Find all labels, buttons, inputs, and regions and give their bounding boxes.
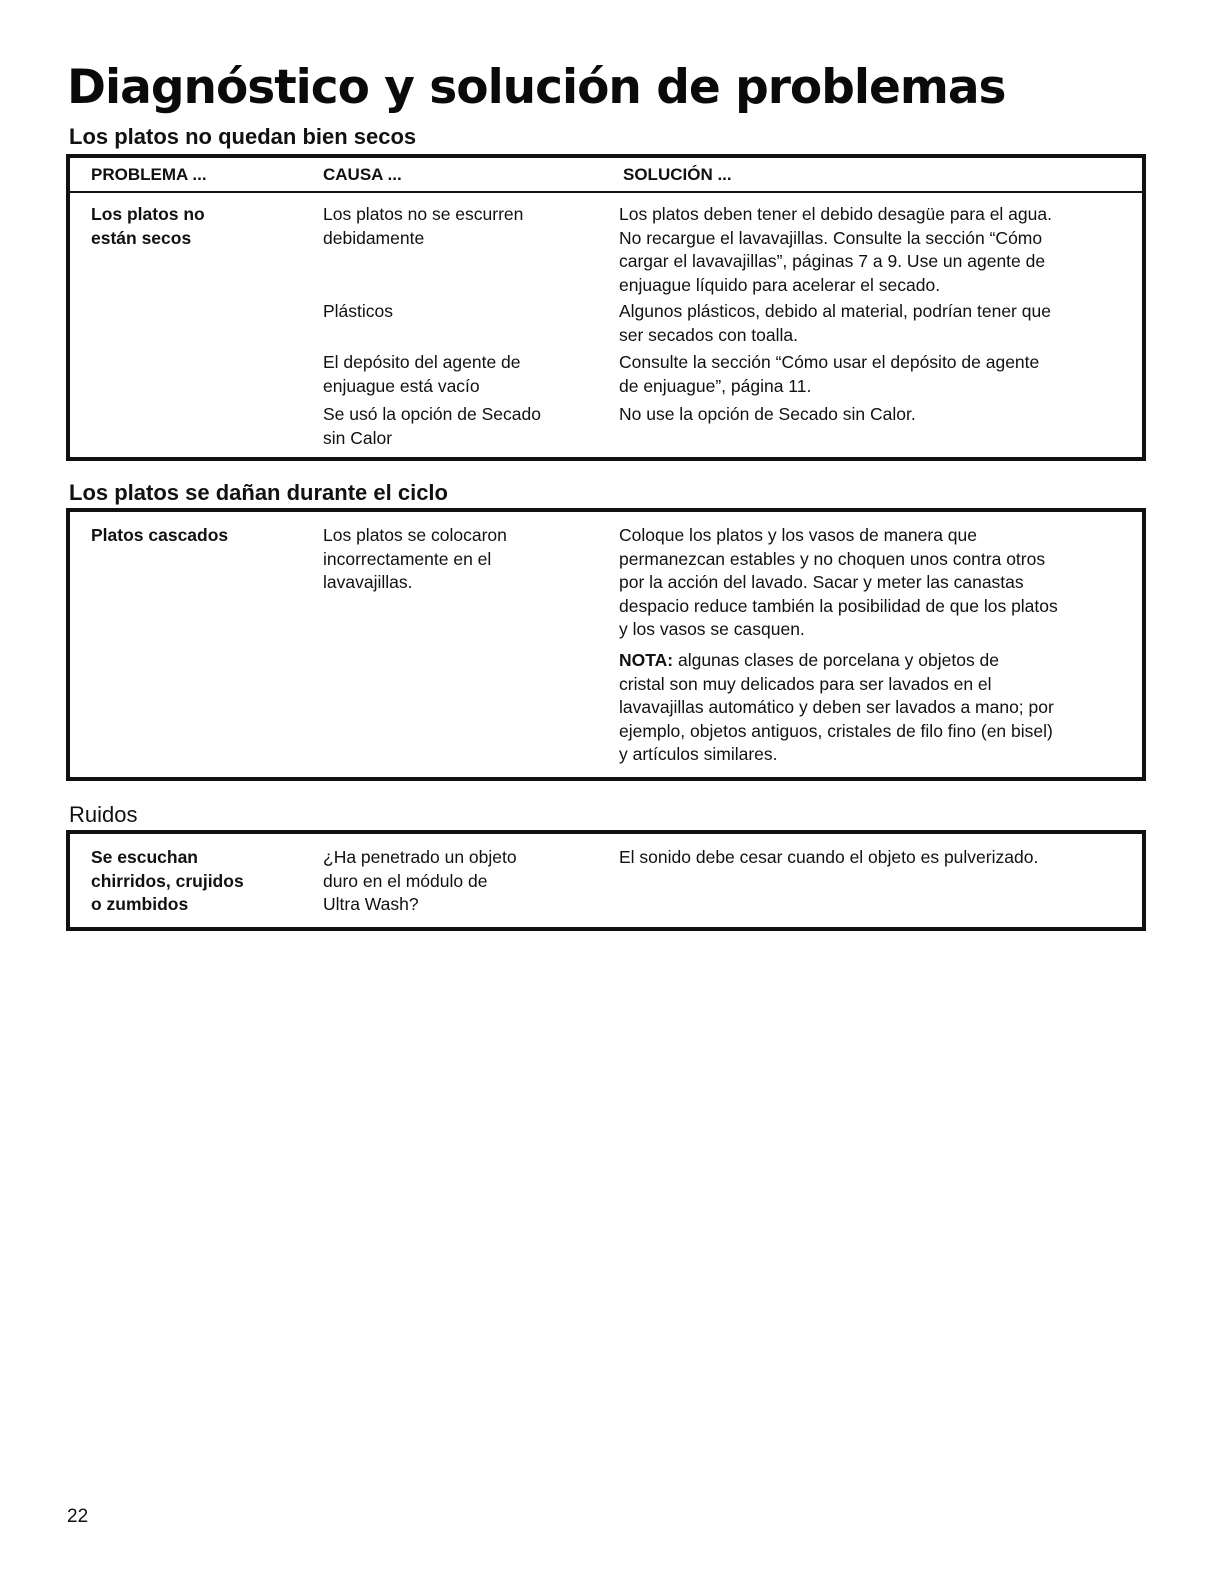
problem-cell: Platos cascados <box>91 525 229 545</box>
table-header <box>70 158 1142 193</box>
cause-cell: Plásticos <box>323 301 394 321</box>
column-header-problem: PROBLEMA ... <box>91 165 207 184</box>
solution-cell: Los platos deben tener el debido desagüe para el agua. No recargue el lavavajillas. Consulte la sección “Cómo cargar el lavavajillas”, páginas 7 a 9. Use un agente de enjuague líquido para acelerar el secado. <box>619 204 1052 295</box>
section-heading-dishes-damaged: Los platos se dañan durante el ciclo <box>69 480 448 505</box>
solution-cell: Consulte la sección “Cómo usar el depósito de agente de enjuague”, página 11. <box>619 352 1040 396</box>
problem-cell: Se escuchan chirridos, crujidos o zumbidos <box>91 847 244 914</box>
cause-cell: ¿Ha penetrado un objeto duro en el módulo de Ultra Wash? <box>323 847 517 914</box>
cause-cell: El depósito del agente de enjuague está vacío <box>323 352 521 396</box>
note-cell <box>619 649 1139 767</box>
solution-cell: Coloque los platos y los vasos de manera que permanezcan estables y no choquen unos contra otros por la acción del lavado. Sacar y meter las canastas despacio reduce también la posibilidad de que los platos y los vasos se casquen. <box>619 525 1058 639</box>
page-number: 22 <box>67 1506 89 1527</box>
section-heading-dishes-not-dry: Los platos no quedan bien secos <box>69 124 417 149</box>
solution-cell: El sonido debe cesar cuando el objeto es pulverizado. <box>619 847 1039 867</box>
solution-cell: No use la opción de Secado sin Calor. <box>619 404 916 424</box>
cause-cell: Se usó la opción de Secado sin Calor <box>323 404 541 448</box>
solution-cell: Algunos plásticos, debido al material, podrían tener que ser secados con toalla. <box>619 301 1051 345</box>
problem-cell: Los platos no están secos <box>91 204 205 248</box>
table-dishes-damaged <box>66 508 1146 781</box>
table-dishes-not-dry <box>66 154 1146 461</box>
section-heading-noises: Ruidos <box>69 802 138 827</box>
note-text: algunas clases de porcelana y objetos de cristal son muy delicados para ser lavados en el lavavajillas automático y deben ser lavados a mano; por ejemplo, objetos antiguos, cristales de filo fino (en bisel) y artículos similares. <box>619 650 1054 764</box>
cause-cell: Los platos no se escurren debidamente <box>323 204 524 248</box>
table-noises <box>66 830 1146 931</box>
column-header-cause: CAUSA ... <box>323 165 402 184</box>
column-header-solution: SOLUCIÓN ... <box>623 165 732 184</box>
cause-cell: Los platos se colocaron incorrectamente en el lavavajillas. <box>323 525 507 592</box>
note-label: NOTA: <box>619 650 674 670</box>
page-title: Diagnóstico y solución de problemas <box>67 60 1006 115</box>
